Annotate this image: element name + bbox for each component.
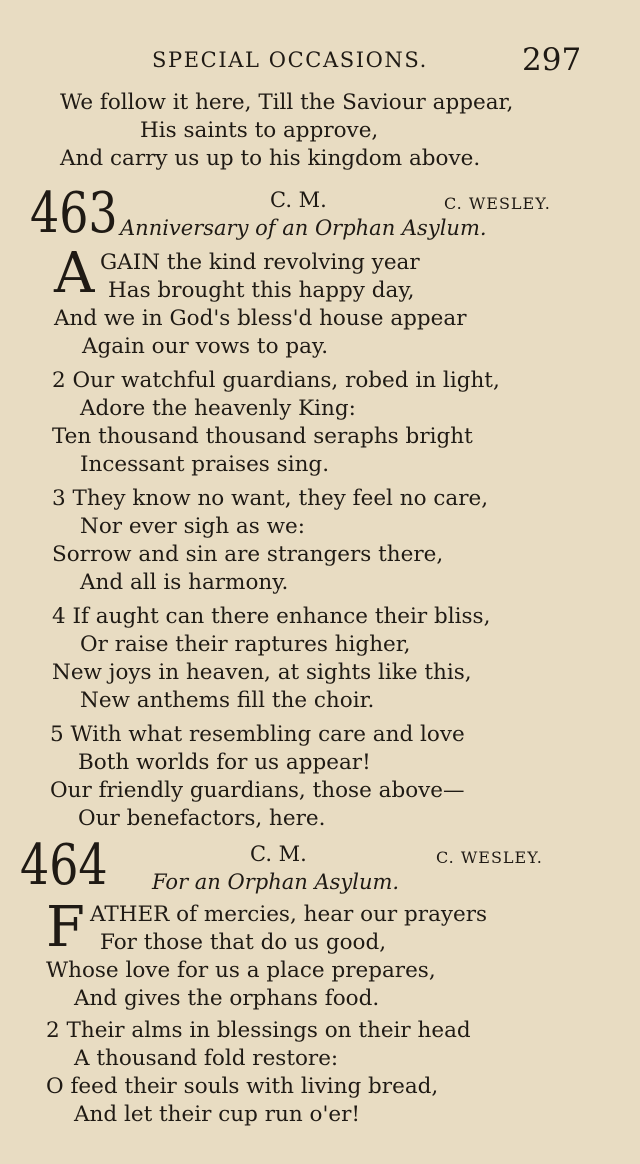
verse-line: And let their cup run o'er!: [74, 1102, 361, 1127]
verse-line: And we in God's bless'd house appear: [54, 306, 467, 331]
verse-line: 4 If aught can there enhance their bliss,: [52, 604, 491, 629]
verse-line: And all is harmony.: [80, 570, 289, 595]
hymn-number: 463: [30, 181, 118, 246]
hymn-author: C. WESLEY.: [444, 194, 551, 213]
running-header: SPECIAL OCCASIONS.: [152, 48, 428, 72]
hymn-meter: C. M.: [270, 188, 327, 212]
verse-line: Whose love for us a place prepares,: [46, 958, 436, 983]
hymn-meter: C. M.: [250, 842, 307, 866]
page-number: 297: [522, 42, 582, 78]
verse-line: His saints to approve,: [140, 118, 379, 143]
drop-cap: A: [54, 241, 95, 306]
verse-line: 5 With what resembling care and love: [50, 722, 465, 747]
verse-line: Nor ever sigh as we:: [80, 514, 305, 539]
verse-line: 2 Our watchful guardians, robed in light,: [52, 368, 500, 393]
drop-cap: F: [46, 895, 85, 960]
verse-line: Both worlds for us appear!: [78, 750, 371, 775]
verse-line: Again our vows to pay.: [82, 334, 329, 359]
hymn-occasion: Anniversary of an Orphan Asylum.: [120, 216, 487, 240]
verse-line: GAIN the kind revolving year: [100, 250, 420, 275]
verse-line: Sorrow and sin are strangers there,: [52, 542, 444, 567]
hymn-author: C. WESLEY.: [436, 848, 543, 867]
verse-line: New anthems fill the choir.: [80, 688, 375, 713]
verse-line: And gives the orphans food.: [74, 986, 380, 1011]
verse-line: We follow it here, Till the Saviour appear,: [60, 90, 514, 115]
hymn-number: 464: [20, 833, 108, 898]
verse-line: ATHER of mercies, hear our prayers: [90, 902, 488, 927]
verse-line: For those that do us good,: [100, 930, 387, 955]
verse-line: O feed their souls with living bread,: [46, 1074, 439, 1099]
verse-line: Or raise their raptures higher,: [80, 632, 411, 657]
verse-line: Ten thousand thousand seraphs bright: [52, 424, 473, 449]
verse-line: Our friendly guardians, those above—: [50, 778, 465, 803]
verse-line: A thousand fold restore:: [74, 1046, 339, 1071]
verse-line: Adore the heavenly King:: [80, 396, 356, 421]
verse-line: Incessant praises sing.: [80, 452, 330, 477]
verse-line: 2 Their alms in blessings on their head: [46, 1018, 471, 1043]
verse-line: 3 They know no want, they feel no care,: [52, 486, 489, 511]
verse-line: Our benefactors, here.: [78, 806, 326, 831]
verse-line: And carry us up to his kingdom above.: [60, 146, 481, 171]
verse-line: New joys in heaven, at sights like this,: [52, 660, 472, 685]
hymn-occasion: For an Orphan Asylum.: [152, 870, 400, 894]
verse-line: Has brought this happy day,: [108, 278, 415, 303]
